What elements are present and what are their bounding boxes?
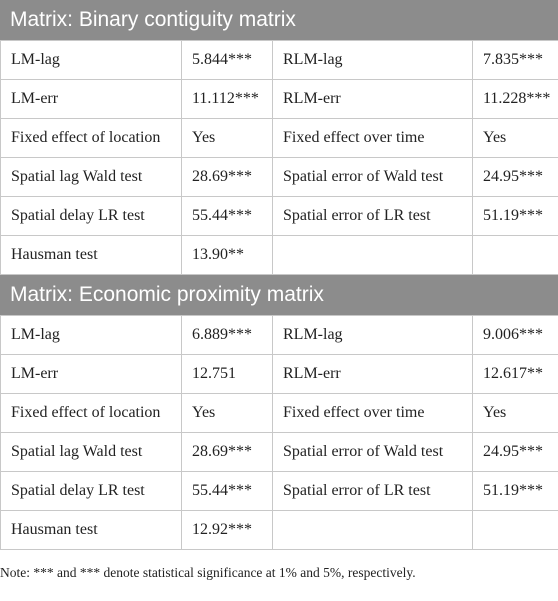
test-label: Spatial error of LR test [273,472,473,511]
test-value: Yes [182,394,273,433]
test-label: Fixed effect of location [1,394,182,433]
empty-cell [473,511,558,550]
test-value: 6.889*** [182,316,273,355]
test-label: Spatial error of LR test [273,197,473,236]
test-value: 51.19*** [473,197,558,236]
test-value: 12.92*** [182,511,273,550]
test-value: Yes [182,119,273,158]
test-value: 24.95*** [473,433,558,472]
table-row [1,394,558,433]
table-row [1,511,558,550]
test-label: Hausman test [1,236,182,275]
test-value: 11.112*** [182,80,273,119]
table-footnote: Note: *** and *** denote statistical significance at 1% and 5%, respectively. [0,565,416,580]
test-label: RLM-lag [273,41,473,80]
section-header-binary-contiguity: Matrix: Binary contiguity matrix [0,0,558,40]
test-value: 24.95*** [473,158,558,197]
test-label: RLM-err [273,80,473,119]
test-label: RLM-err [273,355,473,394]
test-value: 13.90** [182,236,273,275]
test-label: Spatial lag Wald test [1,433,182,472]
test-value: 5.844*** [182,41,273,80]
test-label: Spatial error of Wald test [273,158,473,197]
section-header-economic-proximity: Matrix: Economic proximity matrix [0,275,558,315]
test-value: Yes [473,119,558,158]
table-row [1,80,558,119]
test-label: Spatial lag Wald test [1,158,182,197]
test-value: 55.44*** [182,472,273,511]
test-label: LM-lag [1,41,182,80]
empty-cell [473,236,558,275]
table-row [1,316,558,355]
test-label: Hausman test [1,511,182,550]
test-value: 12.617** [473,355,558,394]
empty-cell [273,236,473,275]
test-value: 7.835*** [473,41,558,80]
test-value: 28.69*** [182,158,273,197]
table-row [1,472,558,511]
table-row [1,41,558,80]
test-label: Spatial delay LR test [1,197,182,236]
binary-contiguity-table [0,40,558,275]
table-row [1,119,558,158]
test-label: LM-lag [1,316,182,355]
test-value: 9.006*** [473,316,558,355]
test-value: 51.19*** [473,472,558,511]
test-value: Yes [473,394,558,433]
test-label: Spatial error of Wald test [273,433,473,472]
economic-proximity-table [0,315,558,550]
table-row [1,197,558,236]
table-row [1,355,558,394]
test-value: 55.44*** [182,197,273,236]
table-row [1,236,558,275]
test-value: 12.751 [182,355,273,394]
test-label: LM-err [1,80,182,119]
test-label: Fixed effect over time [273,394,473,433]
empty-cell [273,511,473,550]
test-label: Fixed effect of location [1,119,182,158]
table-row [1,433,558,472]
test-value: 28.69*** [182,433,273,472]
test-label: Spatial delay LR test [1,472,182,511]
table-row [1,158,558,197]
test-label: Fixed effect over time [273,119,473,158]
test-label: RLM-lag [273,316,473,355]
test-value: 11.228*** [473,80,558,119]
test-label: LM-err [1,355,182,394]
